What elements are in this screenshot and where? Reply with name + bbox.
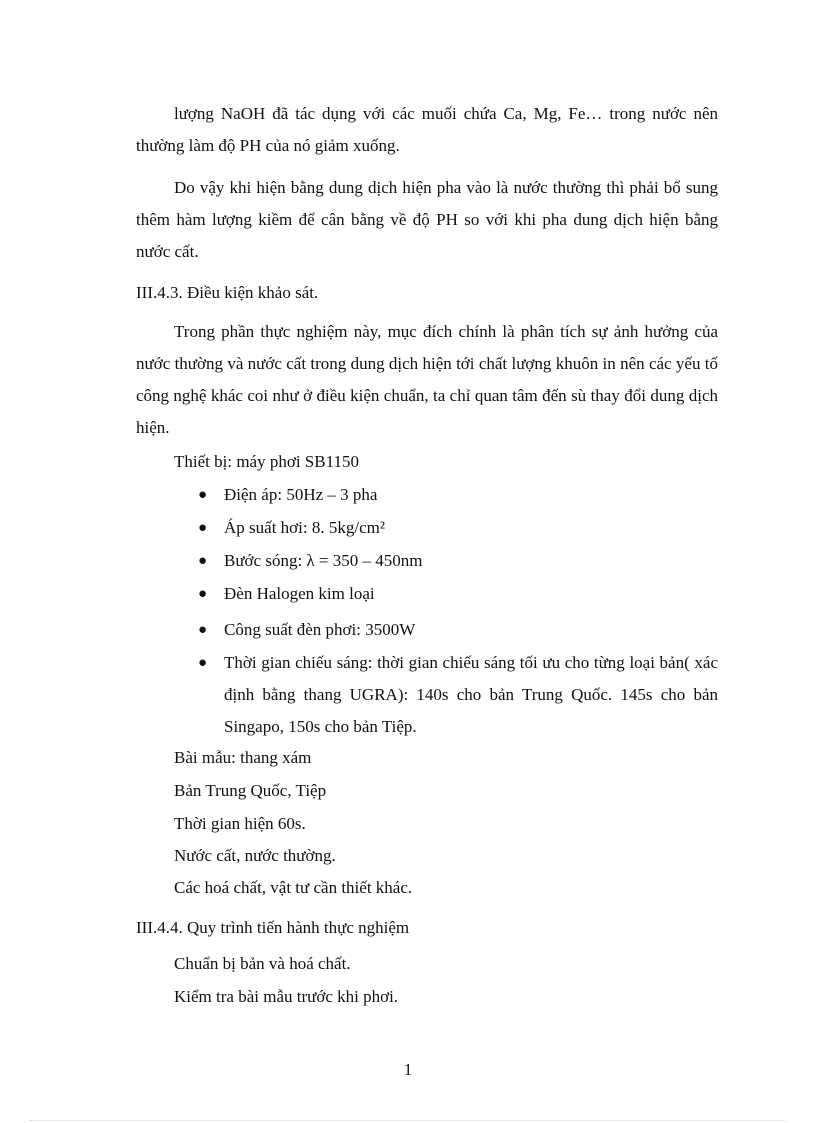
heading-dieu-kien-khao-sat: III.4.3. Điều kiện khảo sát.	[136, 283, 319, 302]
bullet-icon: ●	[198, 586, 208, 602]
bullet-buoc-song: Bước sóng: λ = 350 – 450nm	[224, 551, 423, 570]
bullet-thoi-gian-chieu-sang: Thời gian chiếu sáng: thời gian chiếu sáng tối ưu cho từng loại bản( xác định bằng thang UGRA): 140s cho bản Trung Quốc. 145s cho bản Singapo, 150s cho bản Tiệp.	[224, 653, 718, 736]
bullet-icon: ●	[198, 655, 208, 671]
paragraph-muc-dich: Trong phần thực nghiệm này, mục đích chính là phân tích sự ảnh hưởng của nước thường và nước cất trong dung dịch hiện tới chất lượng khuôn in nên các yếu tố công nghệ khác coi như ở điều kiện chuẩn, ta chỉ quan tâm đến sù thay đổi dung dịch hiện.	[136, 322, 718, 437]
condition-bai-mau: Bài mẫu: thang xám	[174, 748, 312, 767]
bullet-icon: ●	[198, 520, 208, 536]
page-number: 1	[403, 1060, 413, 1079]
paragraph-naoh: lượng NaOH đã tác dụng với các muối chứa Ca, Mg, Fe… trong nước nên thường làm độ PH của nó giảm xuống.	[136, 104, 718, 155]
bullet-dien-ap: Điện áp: 50Hz – 3 pha	[224, 485, 378, 504]
procedure-kiem-tra: Kiểm tra bài mẫu trước khi phơi.	[174, 987, 399, 1006]
procedure-chuan-bi: Chuẩn bị bản và hoá chất.	[174, 954, 351, 973]
bullet-icon: ●	[198, 622, 208, 638]
condition-nuoc: Nước cất, nước thường.	[174, 846, 336, 865]
condition-hoa-chat: Các hoá chất, vật tư cần thiết khác.	[174, 878, 413, 897]
page-bottom-divider	[30, 1120, 786, 1121]
bullet-ap-suat-hoi: Áp suất hơi: 8. 5kg/cm²	[224, 518, 385, 537]
condition-thoi-gian-hien: Thời gian hiện 60s.	[174, 814, 306, 833]
paragraph-bo-sung-kiem: Do vậy khi hiện bằng dung dịch hiện pha vào là nước thường thì phải bổ sung thêm hàm lượng kiềm để cân bằng về độ PH so với khi pha dung dịch hiện bằng nước cất.	[136, 178, 718, 261]
bullet-icon: ●	[198, 553, 208, 569]
bullet-den-halogen: Đèn Halogen kim loại	[224, 584, 375, 603]
heading-quy-trinh: III.4.4. Quy trình tiến hành thực nghiệm	[136, 918, 410, 937]
bullet-cong-suat: Công suất đèn phơi: 3500W	[224, 620, 416, 639]
equipment-label: Thiết bị: máy phơi SB1150	[174, 452, 359, 471]
condition-ban: Bản Trung Quốc, Tiệp	[174, 781, 327, 800]
bullet-icon: ●	[198, 487, 208, 503]
